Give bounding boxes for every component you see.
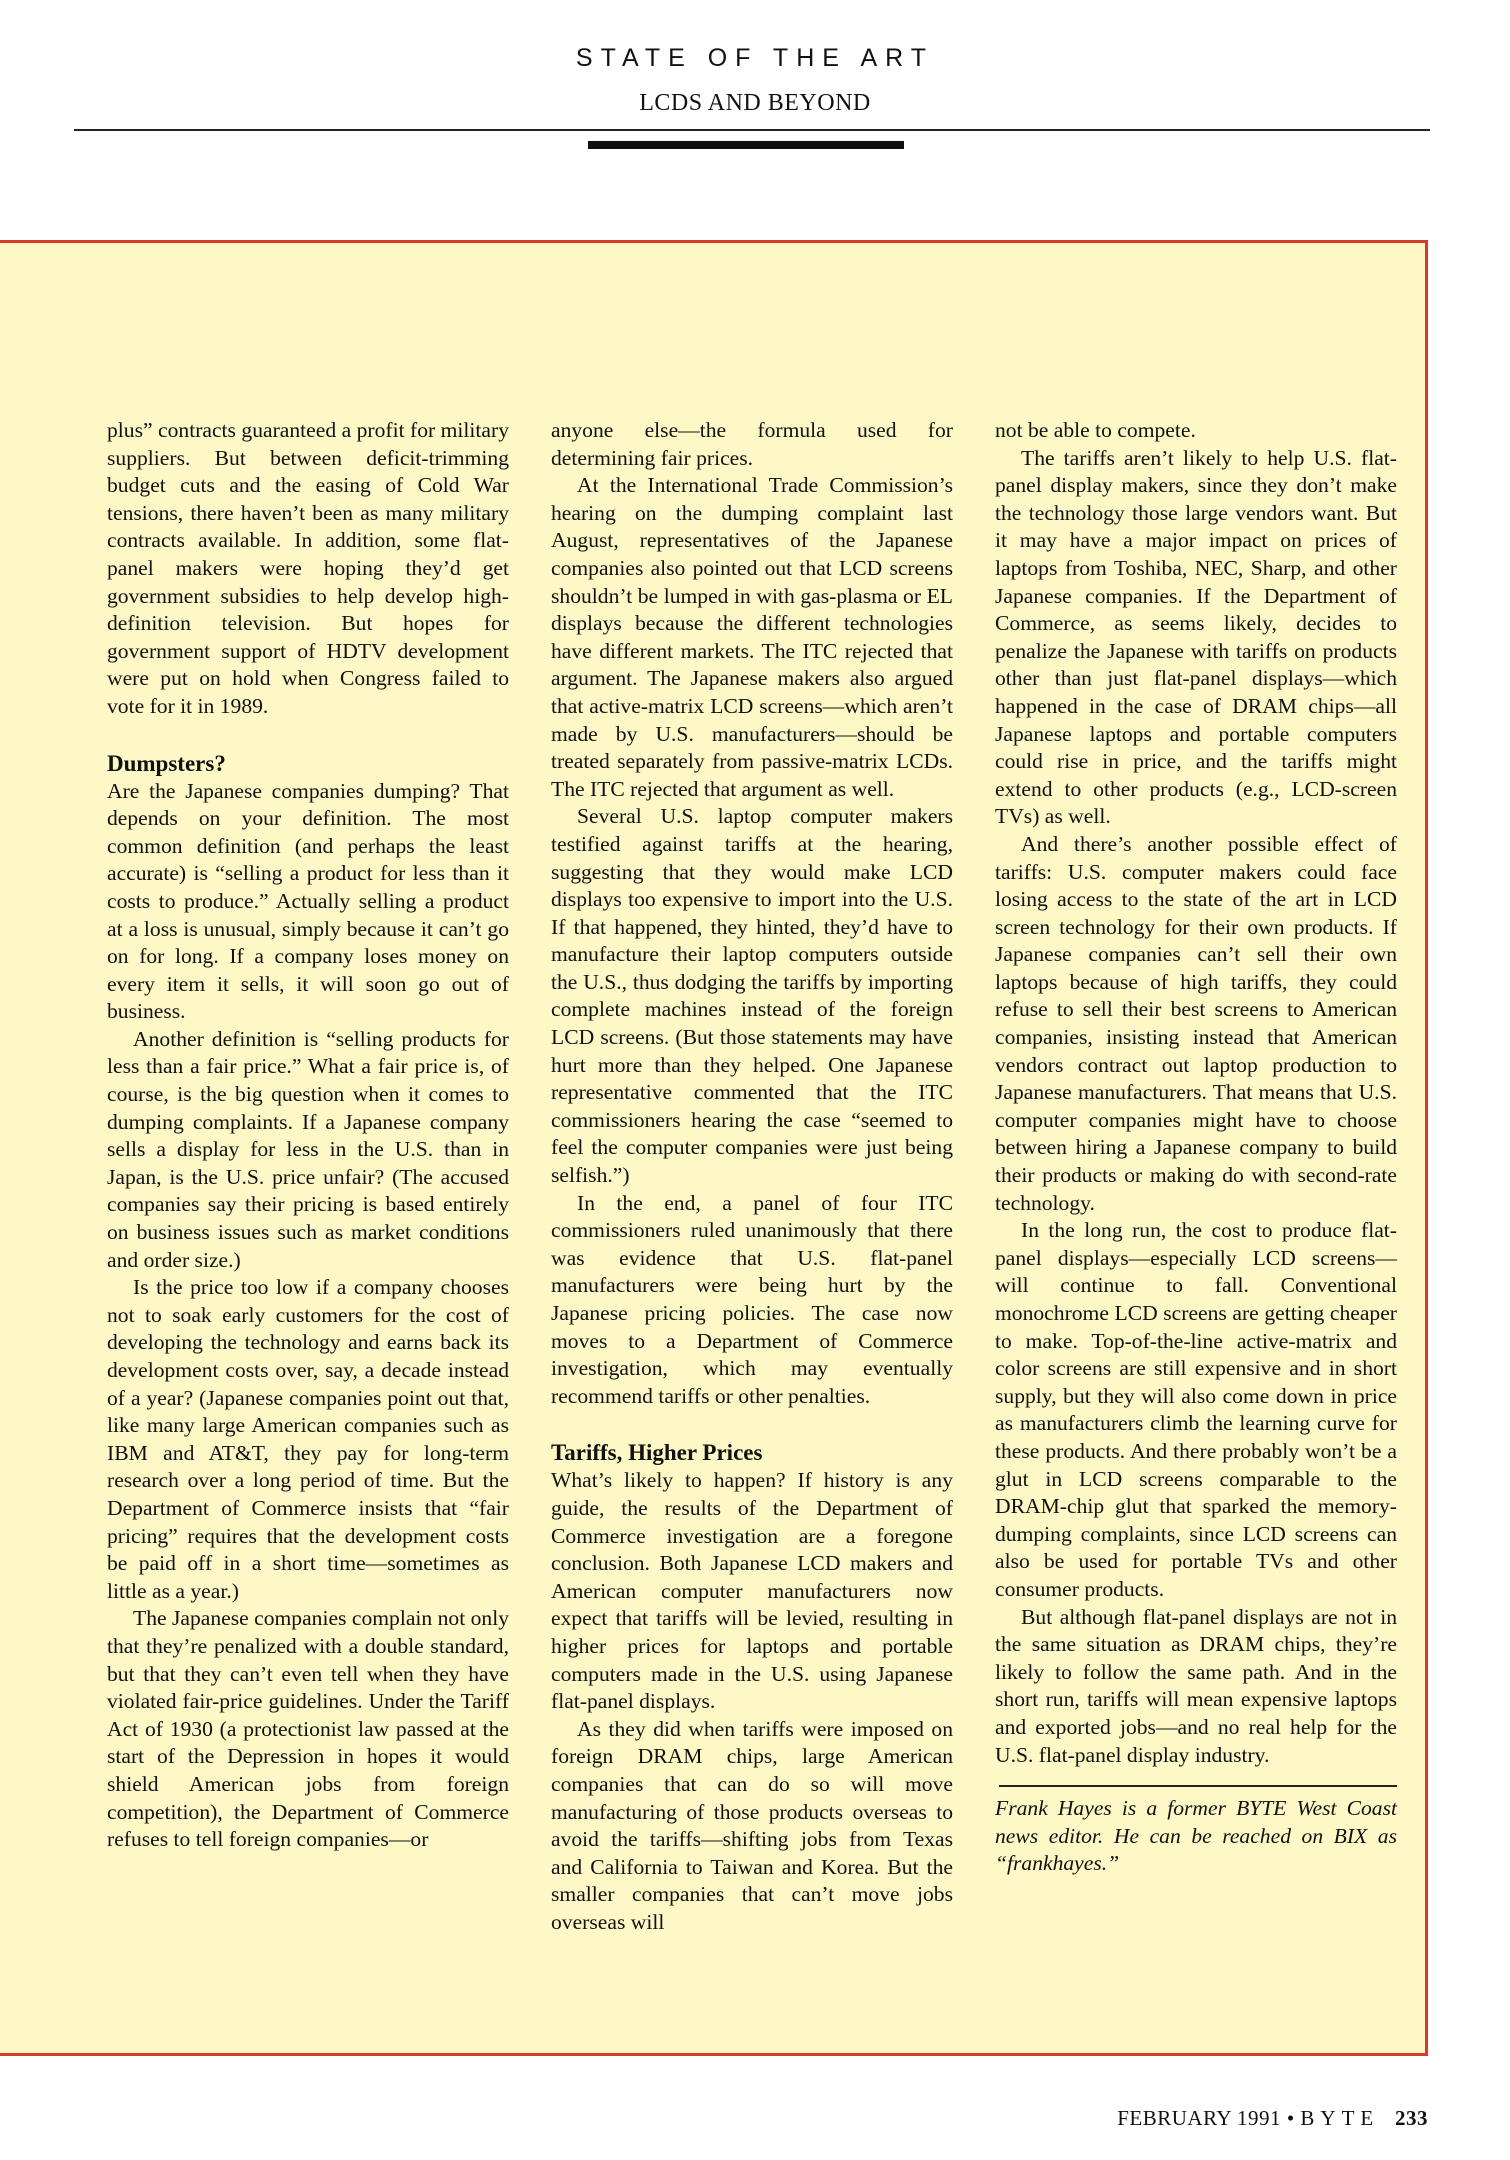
body-paragraph: Are the Japanese companies dumping? That depends on your definition. The most common definition (and perhaps the least accurate) is “selling a product for less than it costs to produce.” Actually selling a product at a loss is unusual, simply because it can’t go on for long. If a company loses money on every item it sells, it will soon go out of business. <box>107 778 509 1024</box>
body-paragraph: not be able to compete. <box>995 418 1196 442</box>
body-paragraph: anyone else—the formula used for determining fair prices. <box>551 418 953 470</box>
footer-magazine: BYTE <box>1300 2106 1380 2130</box>
footer-separator: • <box>1286 2106 1295 2130</box>
footer-date: FEBRUARY 1991 <box>1117 2106 1282 2130</box>
bio-divider <box>999 1785 1397 1787</box>
section-heading: Tariffs, Higher Prices <box>551 1440 763 1466</box>
column-3 <box>995 417 1397 1878</box>
body-paragraph: Is the price too low if a company chooses not to soak early customers for the cost of developing the technology and earns back its development costs over, say, a decade instead of a year? (Japanese companies point out that, like many large American companies such as IBM and AT&T, they pay for long-term research over a long period of time. But the Department of Commerce insists that “fair pricing” requires that the development costs be paid off in a short time—sometimes as little as a year.) <box>107 1275 509 1603</box>
page-number: 233 <box>1395 2106 1428 2130</box>
page-footer <box>1117 2106 1428 2131</box>
body-paragraph: What’s likely to happen? If history is any guide, the results of the Department of Commerce investigation are a foregone conclusion. Both Japanese LCD makers and American computer manufacturers now expect that tariffs will be levied, resulting in higher prices for laptops and portable computers made in the U.S. using Japanese flat-panel displays. <box>551 1468 953 1714</box>
body-paragraph: plus” contracts guaranteed a profit for military suppliers. But between deficit-trimming budget cuts and the easing of Cold War tensions, there haven’t been as many military contracts available. In addition, some flat-panel makers were hoping they’d get government subsidies to help develop high-definition television. But hopes for government support of HDTV development were put on hold when Congress failed to vote for it in 1989. <box>107 418 509 718</box>
body-paragraph: And there’s another possible effect of tariffs: U.S. computer makers could face losing access to the state of the art in LCD screen technology for their own products. If Japanese companies can’t sell their own laptops because of high tariffs, they could refuse to sell their best screens to American companies, insisting instead that American vendors contract out laptop production to Japanese manufacturers. That means that U.S. computer companies might have to choose between hiring a Japanese company to build their products or making do with second-rate technology. <box>995 831 1397 1215</box>
body-paragraph: In the end, a panel of four ITC commissioners ruled unanimously that there was evidence that U.S. flat-panel manufacturers were being hurt by the Japanese pricing policies. The case now moves to a Department of Commerce investigation, which may eventually recommend tariffs or other penalties. <box>551 1190 953 1408</box>
header-rule-thin <box>74 129 1430 131</box>
section-heading: Dumpsters? <box>107 750 226 776</box>
column-2 <box>551 417 953 1936</box>
body-paragraph: At the International Trade Commission’s hearing on the dumping complaint last August, representatives of the Japanese companies also pointed out that LCD screens shouldn’t be lumped in with gas-plasma or EL displays because the different technologies have different markets. The ITC rejected that argument. The Japanese makers also argued that active-matrix LCD screens—which aren’t made by U.S. manufacturers—should be treated separately from passive-matrix LCDs. The ITC rejected that argument as well. <box>551 473 953 801</box>
body-paragraph: As they did when tariffs were imposed on foreign DRAM chips, large American companies that can do so will move manufacturing of those products overseas to avoid the tariffs—shifting jobs from Texas and California to Taiwan and Korea. But the smaller companies that can’t move jobs overseas will <box>551 1716 953 1934</box>
body-paragraph: Another definition is “selling products for less than a fair price.” What a fair price is, of course, is the big question when it comes to dumping complaints. If a Japanese company sells a display for less in the U.S. than in Japan, is the U.S. price unfair? (The accused companies say their pricing is based entirely on business issues such as market conditions and order size.) <box>107 1026 509 1272</box>
body-paragraph: Several U.S. laptop computer makers testified against tariffs at the hearing, suggesting that they would make LCD displays too expensive to import into the U.S. If that happened, they hinted, they’d have to manufacture their laptop computers outside the U.S., thus dodging the tariffs by importing complete machines instead of the foreign LCD screens. (But those statements may have hurt more than they helped. One Japanese representative commented that the ITC commissioners hearing the case “seemed to feel the computer companies were just being selfish.”) <box>551 804 953 1188</box>
kicker: STATE OF THE ART <box>575 44 935 72</box>
author-bio: Frank Hayes is a former BYTE West Coast news editor. He can be reached on BIX as “frankhayes.” <box>995 1796 1397 1876</box>
body-paragraph: The Japanese companies complain not only that they’re penalized with a double standard, but that they can’t even tell when they have violated fair-price guidelines. Under the Tariff Act of 1930 (a protectionist law passed at the start of the Depression in hopes it would shield American jobs from foreign competition), the Department of Commerce refuses to tell foreign companies—or <box>107 1606 509 1852</box>
body-paragraph: In the long run, the cost to produce flat-panel displays—especially LCD screens—will continue to fall. Conventional monochrome LCD screens are getting cheaper to make. Top-of-the-line active-matrix and color screens are still expensive and in short supply, but they will also come down in price as manufacturers climb the learning curve for these products. And there probably won’t be a glut in LCD screens comparable to the DRAM-chip glut that sparked the memory-dumping complaints, since LCD screens can also be used for portable TVs and other consumer products. <box>995 1218 1397 1601</box>
body-paragraph: The tariffs aren’t likely to help U.S. flat-panel display makers, since they don’t make the technology those large vendors want. But it may have a major impact on prices of laptops from Toshiba, NEC, Sharp, and other Japanese companies. If the Department of Commerce, as seems likely, decides to penalize the Japanese with tariffs on products other than just flat-panel displays—which happened in the case of DRAM chips—all Japanese laptops and portable computers could rise in price, and the tariffs might extend to other products (e.g., LCD-screen TVs) as well. <box>995 445 1397 829</box>
column-1 <box>107 417 509 1854</box>
header-rule-thick <box>588 141 904 149</box>
section-title: LCDS AND BEYOND <box>639 90 871 116</box>
body-paragraph: But although flat-panel displays are not in the same situation as DRAM chips, they’re likely to follow the same path. And in the short run, tariffs will mean expensive laptops and exported jobs—and no real help for the U.S. flat-panel display industry. <box>995 1604 1397 1767</box>
